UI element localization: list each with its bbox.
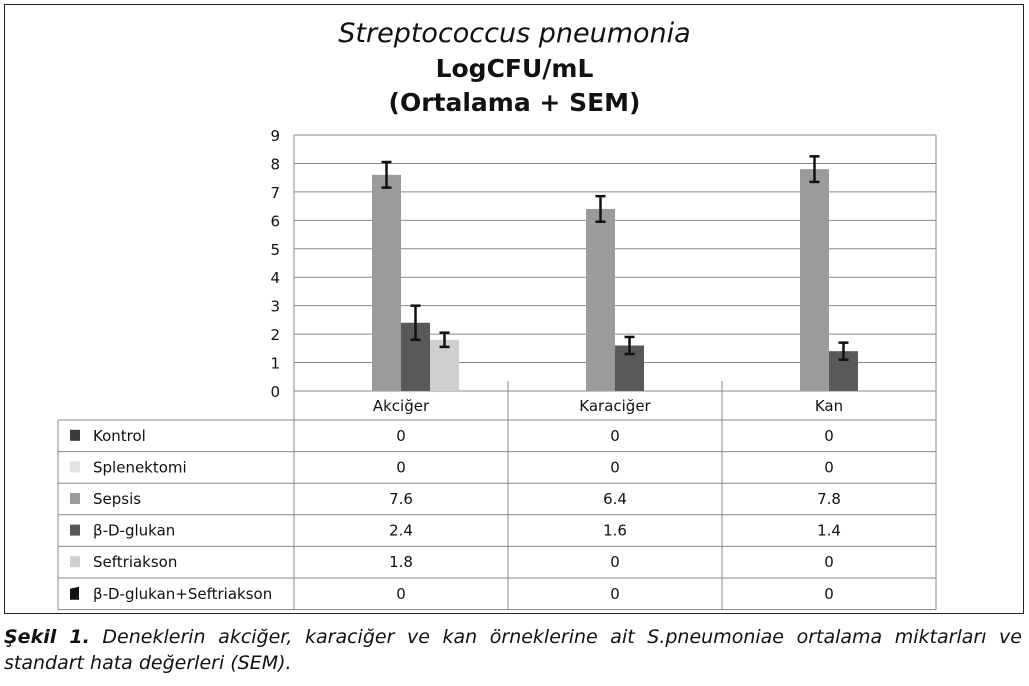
y-tick-label: 7 [270,183,280,202]
table-value: 0 [824,553,834,572]
y-tick-label: 1 [270,354,280,373]
legend-label: β-D-glukan+Seftriakson [93,584,273,603]
table-value: 2.4 [389,521,413,540]
caption-label: Şekil 1. [4,626,90,648]
y-tick-label: 3 [270,297,280,316]
legend-key [70,525,80,536]
table-value: 6.4 [603,490,627,508]
legend-label: β-D-glukan [93,521,176,540]
table-value: 0 [824,458,834,477]
legend-label: Splenektomi [93,458,187,477]
legend-label: Sepsis [93,490,142,508]
bar [800,169,829,391]
figure-caption [4,624,1022,676]
table-value: 0 [610,584,620,603]
y-tick-label: 5 [270,240,280,259]
legend-key [70,461,80,472]
table-value: 7.8 [817,490,841,508]
chart-title: Streptococcus pneumonia [338,18,691,49]
chart-subtitle-stat: (Ortalama + SEM) [388,88,641,117]
table-value: 1.8 [389,553,413,572]
legend-key [70,587,79,600]
x-category-label: Karaciğer [579,397,651,415]
legend-key [70,556,80,567]
table-value: 0 [610,426,620,445]
table-value: 0 [610,458,620,477]
table-value: 0 [396,426,406,445]
y-tick-label: 6 [270,212,280,231]
chart-subtitle-unit: LogCFU/mL [435,54,594,83]
table-value: 0 [824,426,834,445]
caption-text: Deneklerin akciğer, karaciğer ve kan örneklerine ait S.pneumoniae ortalama miktarları ve standart hata değerleri (SEM). [4,626,1022,674]
table-value: 1.4 [817,521,841,540]
y-tick-label: 9 [270,127,280,145]
legend-label: Seftriakson [93,553,178,572]
legend-key [70,493,80,504]
legend-key [70,430,80,441]
y-tick-label: 0 [270,383,280,401]
y-tick-label: 8 [270,155,280,174]
bar [586,209,615,391]
table-value: 7.6 [389,490,413,508]
bar [372,175,401,391]
table-value: 0 [824,584,834,603]
y-tick-label: 2 [270,326,280,345]
legend-label: Kontrol [93,426,146,445]
x-category-label: Kan [814,397,844,415]
table-value: 1.6 [603,521,627,540]
x-category-label: Akciğer [372,397,430,415]
y-tick-label: 4 [270,269,280,288]
table-value: 0 [610,553,620,572]
table-value: 0 [396,458,406,477]
table-value: 0 [396,584,406,603]
